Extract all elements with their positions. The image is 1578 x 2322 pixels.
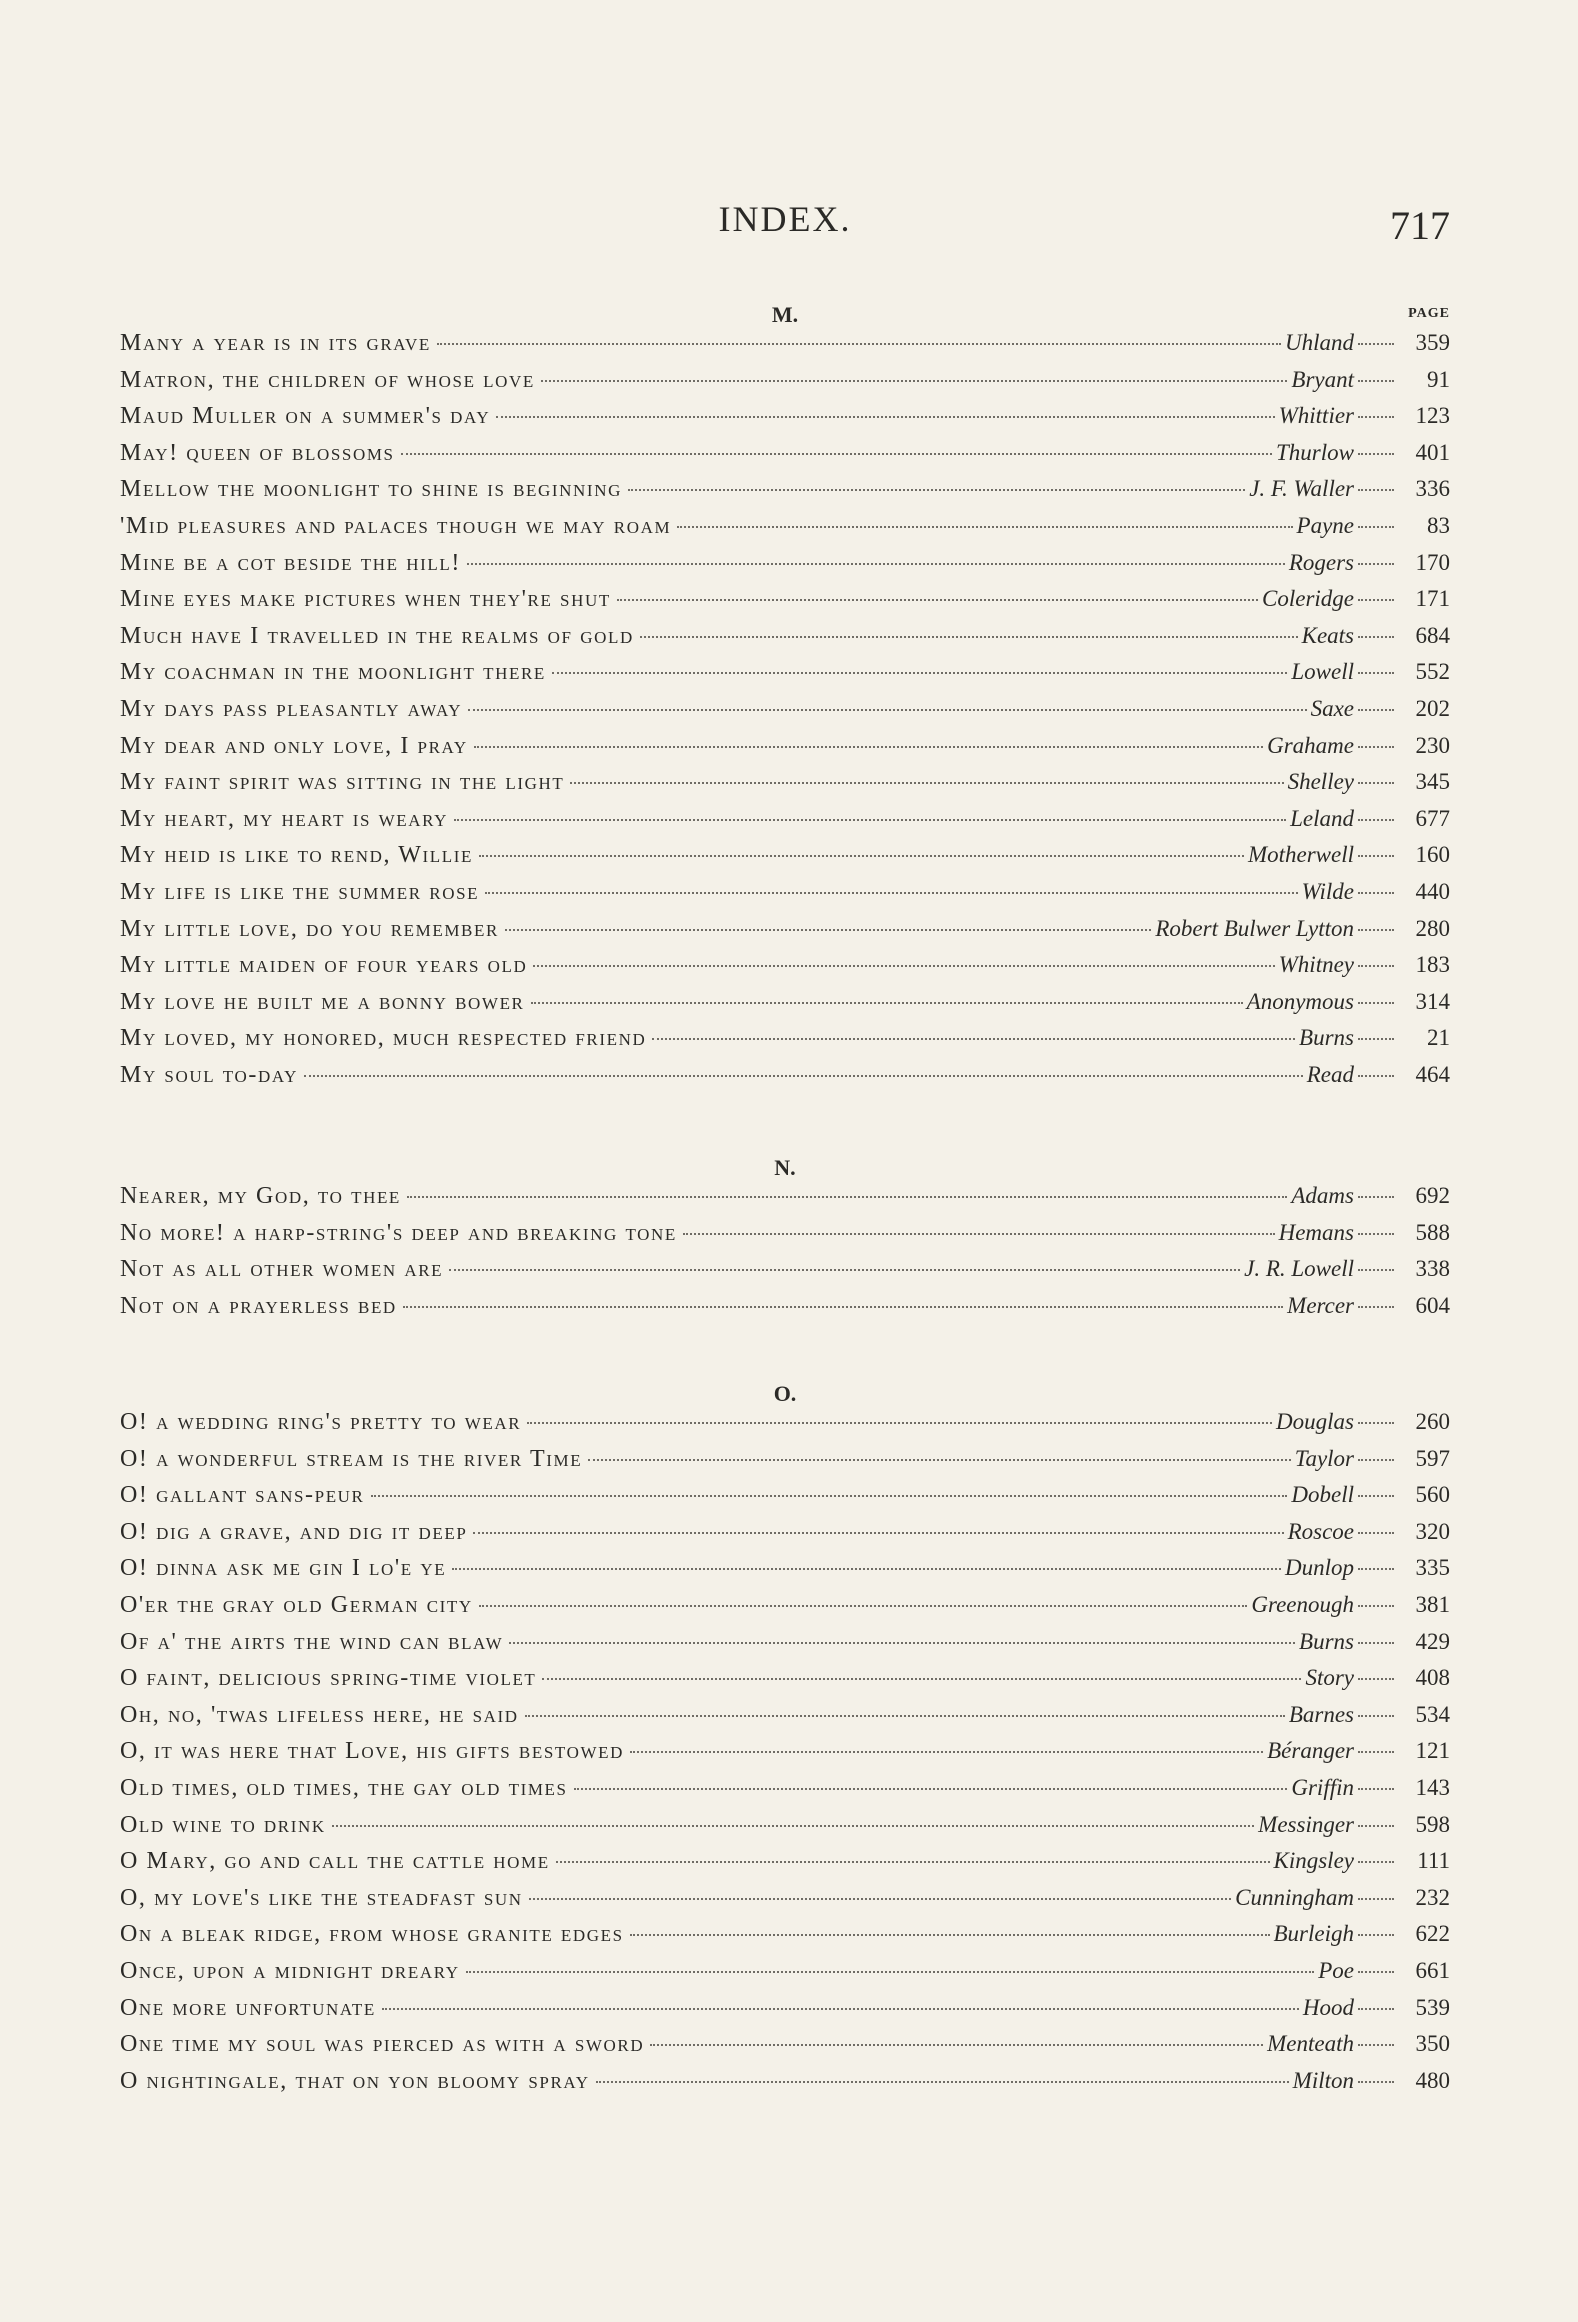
index-entry	[120, 1482, 1450, 1519]
index-entry	[120, 586, 1450, 623]
dot-leader	[1358, 1678, 1394, 1680]
dot-leader	[556, 1861, 1270, 1863]
dot-leader	[588, 1459, 1291, 1461]
dot-leader	[1358, 1196, 1394, 1198]
dot-leader	[628, 489, 1245, 491]
dot-leader	[596, 2081, 1289, 2083]
page-reference: 464	[1415, 1061, 1450, 1087]
dot-leader	[1358, 1002, 1394, 1004]
dot-leader	[683, 1233, 1275, 1235]
dot-leader	[650, 2044, 1263, 2046]
author-name: Grahame	[1267, 732, 1354, 758]
first-line-text: O, it was here that Love, his gifts bestowed	[120, 1738, 624, 1765]
first-line-text: O, my love's like the steadfast sun	[120, 1884, 523, 1911]
first-line-text: My heart, my heart is weary	[120, 805, 448, 832]
index-entry	[120, 879, 1450, 916]
author-name: Poe	[1318, 1957, 1354, 1983]
section-letter: M.	[771, 302, 799, 327]
dot-leader	[452, 1568, 1281, 1570]
page-reference: 552	[1415, 659, 1450, 685]
dot-leader	[1358, 1495, 1394, 1497]
dot-leader	[1358, 636, 1394, 638]
first-line-text: O nightingale, that on yon bloomy spray	[120, 2067, 590, 2094]
index-entry	[120, 1812, 1450, 1849]
page-reference: 170	[1415, 549, 1450, 575]
author-name: Burns	[1299, 1025, 1354, 1051]
dot-leader	[1358, 1075, 1394, 1077]
index-section-m	[120, 300, 1450, 1098]
index-entry	[120, 330, 1450, 367]
page-reference: 692	[1415, 1183, 1450, 1208]
dot-leader	[1358, 2008, 1394, 2010]
page-reference: 83	[1427, 512, 1450, 538]
dot-leader	[403, 1306, 1283, 1308]
dot-leader	[1358, 929, 1394, 931]
index-entry	[120, 1921, 1450, 1958]
author-name: Robert Bulwer Lytton	[1155, 915, 1354, 941]
author-name: Shelley	[1287, 769, 1354, 795]
first-line-text: Much have I travelled in the realms of gold	[120, 622, 634, 649]
dot-leader	[630, 1751, 1263, 1753]
author-name: Read	[1306, 1061, 1354, 1087]
author-name: Menteath	[1267, 2031, 1354, 2057]
index-entry	[120, 1958, 1450, 1995]
dot-leader	[485, 892, 1298, 894]
page-reference: 338	[1415, 1256, 1450, 1282]
author-name: Milton	[1292, 2067, 1354, 2093]
dot-leader	[1358, 1568, 1394, 1570]
dot-leader	[382, 2008, 1299, 2010]
page-reference: 359	[1415, 330, 1450, 355]
index-entry	[120, 1738, 1450, 1775]
dot-leader	[1358, 1861, 1394, 1863]
author-name: Hemans	[1278, 1219, 1354, 1245]
dot-leader	[617, 599, 1258, 601]
first-line-text: Oh, no, 'twas lifeless here, he said	[120, 1701, 519, 1728]
index-entry	[120, 952, 1450, 989]
dot-leader	[449, 1269, 1240, 1271]
first-line-text: My days pass pleasantly away	[120, 695, 463, 722]
dot-leader	[332, 1825, 1254, 1827]
first-line-text: Of a' the airts the wind can blaw	[120, 1628, 504, 1655]
page-reference: 560	[1415, 1482, 1450, 1508]
index-entry	[120, 1220, 1450, 1257]
dot-leader	[1358, 1306, 1394, 1308]
author-name: Leland	[1290, 805, 1354, 831]
dot-leader	[677, 526, 1292, 528]
author-name: Keats	[1301, 622, 1354, 648]
author-name: Whittier	[1278, 403, 1354, 429]
first-line-text: My life is like the summer rose	[120, 878, 480, 905]
dot-leader	[505, 929, 1151, 931]
dot-leader	[541, 380, 1288, 382]
author-name: Kingsley	[1273, 1848, 1354, 1874]
dot-leader	[1358, 746, 1394, 748]
page-reference: 408	[1415, 1665, 1450, 1691]
dot-leader	[1358, 1422, 1394, 1424]
index-entry	[120, 1519, 1450, 1556]
first-line-text: Mine eyes make pictures when they're shut	[120, 586, 611, 613]
page-reference: 401	[1415, 439, 1450, 465]
index-section-o	[120, 1379, 1450, 2104]
author-name: Burleigh	[1273, 1921, 1354, 1947]
index-entry	[120, 623, 1450, 660]
index-entry	[120, 733, 1450, 770]
index-entry	[120, 806, 1450, 843]
dot-leader	[1358, 1825, 1394, 1827]
dot-leader	[542, 1678, 1301, 1680]
first-line-text: Matron, the children of whose love	[120, 366, 535, 393]
index-entry	[120, 842, 1450, 879]
first-line-text: O Mary, go and call the cattle home	[120, 1848, 550, 1875]
index-entry	[120, 1409, 1450, 1446]
dot-leader	[1358, 1233, 1394, 1235]
dot-leader	[479, 1605, 1248, 1607]
page-reference: 202	[1415, 695, 1450, 721]
first-line-text: No more! a harp-string's deep and breaking tone	[120, 1219, 677, 1246]
dot-leader	[509, 1642, 1295, 1644]
page-reference: 171	[1415, 586, 1450, 612]
author-name: Messinger	[1258, 1811, 1354, 1837]
page-reference: 314	[1415, 988, 1450, 1014]
dot-leader	[304, 1075, 1303, 1077]
author-name: Dunlop	[1285, 1555, 1354, 1581]
index-entry	[120, 1446, 1450, 1483]
index-entry	[120, 513, 1450, 550]
dot-leader	[1358, 965, 1394, 967]
dot-leader	[525, 1715, 1285, 1717]
dot-leader	[1358, 672, 1394, 674]
page-reference: 21	[1427, 1025, 1450, 1051]
dot-leader	[1358, 1934, 1394, 1936]
dot-leader	[570, 782, 1283, 784]
dot-leader	[1358, 563, 1394, 565]
page-reference: 320	[1415, 1518, 1450, 1544]
index-entry	[120, 1592, 1450, 1629]
author-name: Saxe	[1310, 695, 1354, 721]
index-entry	[120, 1183, 1450, 1220]
dot-leader	[1358, 1532, 1394, 1534]
dot-leader	[1358, 1971, 1394, 1973]
dot-leader	[479, 855, 1244, 857]
entry-list	[120, 1183, 1450, 1329]
page-reference: 597	[1415, 1445, 1450, 1471]
first-line-text: Old times, old times, the gay old times	[120, 1774, 568, 1801]
index-entry	[120, 1885, 1450, 1922]
page-reference: 604	[1415, 1292, 1450, 1318]
author-name: Béranger	[1267, 1738, 1354, 1764]
author-name: Mercer	[1287, 1292, 1354, 1318]
first-line-text: My soul to-day	[120, 1061, 299, 1088]
page-reference: 684	[1415, 622, 1450, 648]
page-reference: 121	[1415, 1738, 1450, 1764]
author-name: Coleridge	[1262, 586, 1354, 612]
index-entry	[120, 1665, 1450, 1702]
dot-leader	[527, 1422, 1272, 1424]
page-number: 717	[1390, 203, 1450, 248]
first-line-text: My loved, my honored, much respected friend	[120, 1025, 647, 1052]
dot-leader	[1358, 1715, 1394, 1717]
dot-leader	[466, 1971, 1315, 1973]
page-reference: 280	[1415, 915, 1450, 941]
first-line-text: O! dinna ask me gin I lo'e ye	[120, 1555, 447, 1582]
author-name: Bryant	[1291, 366, 1354, 392]
page-reference: 534	[1415, 1701, 1450, 1727]
author-name: Hood	[1302, 1994, 1354, 2020]
first-line-text: Once, upon a midnight dreary	[120, 1957, 460, 1984]
author-name: Taylor	[1294, 1445, 1354, 1471]
first-line-text: O faint, delicious spring-time violet	[120, 1665, 537, 1692]
page-reference: 381	[1415, 1591, 1450, 1617]
page-reference: 183	[1415, 952, 1450, 978]
page-reference: 143	[1415, 1774, 1450, 1800]
page-reference: 123	[1415, 403, 1450, 429]
page-reference: 335	[1415, 1555, 1450, 1581]
author-name: Cunningham	[1235, 1884, 1354, 1910]
dot-leader	[529, 1898, 1231, 1900]
first-line-text: O! a wonderful stream is the river Time	[120, 1445, 583, 1472]
page-reference: 539	[1415, 1994, 1450, 2020]
dot-leader	[1358, 380, 1394, 382]
first-line-text: My little maiden of four years old	[120, 952, 528, 979]
dot-leader	[468, 709, 1306, 711]
dot-leader	[1358, 1788, 1394, 1790]
dot-leader	[1358, 1459, 1394, 1461]
index-entry	[120, 2031, 1450, 2068]
index-entry	[120, 1629, 1450, 1666]
page-reference: 677	[1415, 805, 1450, 831]
page-reference: 336	[1415, 476, 1450, 502]
dot-leader	[1358, 2044, 1394, 2046]
page-column-label: PAGE	[1408, 306, 1450, 321]
author-name: Motherwell	[1247, 842, 1354, 868]
index-entry	[120, 2068, 1450, 2105]
index-entry	[120, 403, 1450, 440]
section-letter: O.	[773, 1381, 797, 1406]
page-reference: 232	[1415, 1884, 1450, 1910]
author-name: J. F. Waller	[1249, 476, 1354, 502]
dot-leader	[1358, 1898, 1394, 1900]
author-name: Douglas	[1276, 1409, 1354, 1434]
dot-leader	[467, 563, 1285, 565]
index-entry	[120, 550, 1450, 587]
dot-leader	[1358, 489, 1394, 491]
page-reference: 480	[1415, 2067, 1450, 2093]
running-head	[120, 190, 1450, 260]
author-name: Rogers	[1288, 549, 1354, 575]
dot-leader	[407, 1196, 1287, 1198]
page-reference: 111	[1417, 1848, 1450, 1874]
first-line-text: One more unfortunate	[120, 1994, 376, 2021]
page-reference: 260	[1415, 1409, 1450, 1434]
dot-leader	[630, 1934, 1270, 1936]
author-name: Wilde	[1301, 878, 1354, 904]
author-name: Burns	[1299, 1628, 1354, 1654]
dot-leader	[574, 1788, 1288, 1790]
index-entry	[120, 916, 1450, 953]
first-line-text: Not as all other women are	[120, 1256, 444, 1283]
first-line-text: O'er the gray old German city	[120, 1591, 473, 1618]
dot-leader	[533, 965, 1274, 967]
first-line-text: O! a wedding ring's pretty to wear	[120, 1409, 522, 1435]
first-line-text: Maud Muller on a summer's day	[120, 403, 491, 430]
index-entry	[120, 1702, 1450, 1739]
dot-leader	[1358, 416, 1394, 418]
index-entry	[120, 1256, 1450, 1293]
author-name: Whitney	[1278, 952, 1354, 978]
dot-leader	[1358, 2081, 1394, 2083]
author-name: Roscoe	[1287, 1518, 1354, 1544]
page-reference: 160	[1415, 842, 1450, 868]
dot-leader	[1358, 1269, 1394, 1271]
page-reference: 429	[1415, 1628, 1450, 1654]
dot-leader	[1358, 782, 1394, 784]
page-reference: 345	[1415, 769, 1450, 795]
author-name: Payne	[1296, 512, 1354, 538]
page-reference: 91	[1427, 366, 1450, 392]
dot-leader	[1358, 709, 1394, 711]
dot-leader	[531, 1002, 1243, 1004]
section-letter: N.	[774, 1155, 796, 1180]
dot-leader	[1358, 855, 1394, 857]
first-line-text: Nearer, my God, to thee	[120, 1183, 401, 1209]
first-line-text: O! gallant sans-peur	[120, 1482, 365, 1509]
index-entry	[120, 659, 1450, 696]
index-entry	[120, 440, 1450, 477]
dot-leader	[1358, 599, 1394, 601]
author-name: Barnes	[1288, 1701, 1354, 1727]
index-section-n	[120, 1153, 1450, 1329]
page-reference: 622	[1415, 1921, 1450, 1947]
first-line-text: On a bleak ridge, from whose granite edges	[120, 1921, 624, 1948]
dot-leader	[1358, 1751, 1394, 1753]
first-line-text: Old wine to drink	[120, 1811, 326, 1838]
dot-leader	[371, 1495, 1288, 1497]
dot-leader	[496, 416, 1274, 418]
first-line-text: May! queen of blossoms	[120, 439, 395, 466]
page-reference: 230	[1415, 732, 1450, 758]
index-entry	[120, 476, 1450, 513]
index-entry	[120, 769, 1450, 806]
dot-leader	[454, 819, 1286, 821]
first-line-text: My little love, do you remember	[120, 915, 499, 942]
author-name: J. R. Lowell	[1244, 1256, 1354, 1282]
entry-list	[120, 330, 1450, 1098]
dot-leader	[437, 343, 1281, 345]
first-line-text: Mellow the moonlight to shine is beginning	[120, 476, 622, 503]
page-title: INDEX.	[718, 199, 852, 239]
dot-leader	[1358, 1038, 1394, 1040]
first-line-text: Mine be a cot beside the hill!	[120, 549, 461, 576]
index-entry	[120, 1025, 1450, 1062]
author-name: Thurlow	[1276, 439, 1354, 465]
index-entry	[120, 1555, 1450, 1592]
index-entry	[120, 367, 1450, 404]
dot-leader	[1358, 343, 1394, 345]
index-entry	[120, 696, 1450, 733]
page-reference: 350	[1415, 2031, 1450, 2057]
dot-leader	[1358, 1642, 1394, 1644]
dot-leader	[1358, 892, 1394, 894]
index-entry	[120, 1995, 1450, 2032]
dot-leader	[1358, 526, 1394, 528]
dot-leader	[1358, 1605, 1394, 1607]
author-name: Adams	[1291, 1183, 1354, 1208]
first-line-text: My dear and only love, I pray	[120, 732, 468, 759]
author-name: Anonymous	[1246, 988, 1354, 1014]
first-line-text: O! dig a grave, and dig it deep	[120, 1518, 468, 1545]
author-name: Lowell	[1291, 659, 1354, 685]
entry-list	[120, 1409, 1450, 2104]
page-reference: 661	[1415, 1957, 1450, 1983]
dot-leader	[474, 746, 1263, 748]
page-reference: 440	[1415, 878, 1450, 904]
dot-leader	[401, 453, 1272, 455]
author-name: Uhland	[1285, 330, 1354, 355]
first-line-text: Not on a prayerless bed	[120, 1292, 397, 1319]
index-entry	[120, 1062, 1450, 1099]
first-line-text: My love he built me a bonny bower	[120, 988, 525, 1015]
index-entry	[120, 989, 1450, 1026]
first-line-text: My coachman in the moonlight there	[120, 659, 546, 686]
author-name: Griffin	[1291, 1774, 1354, 1800]
index-entry	[120, 1848, 1450, 1885]
dot-leader	[652, 1038, 1295, 1040]
dot-leader	[640, 636, 1298, 638]
index-entry	[120, 1775, 1450, 1812]
first-line-text: One time my soul was pierced as with a sword	[120, 2031, 645, 2058]
author-name: Story	[1305, 1665, 1354, 1691]
dot-leader	[552, 672, 1287, 674]
first-line-text: 'Mid pleasures and palaces though we may roam	[120, 512, 672, 539]
first-line-text: Many a year is in its grave	[120, 330, 431, 356]
dot-leader	[473, 1532, 1283, 1534]
first-line-text: My heid is like to rend, Willie	[120, 842, 473, 869]
dot-leader	[1358, 819, 1394, 821]
first-line-text: My faint spirit was sitting in the light	[120, 769, 565, 796]
author-name: Dobell	[1291, 1482, 1354, 1508]
dot-leader	[1358, 453, 1394, 455]
author-name: Greenough	[1251, 1591, 1354, 1617]
page-reference: 588	[1415, 1219, 1450, 1245]
index-entry	[120, 1293, 1450, 1330]
page-reference: 598	[1415, 1811, 1450, 1837]
